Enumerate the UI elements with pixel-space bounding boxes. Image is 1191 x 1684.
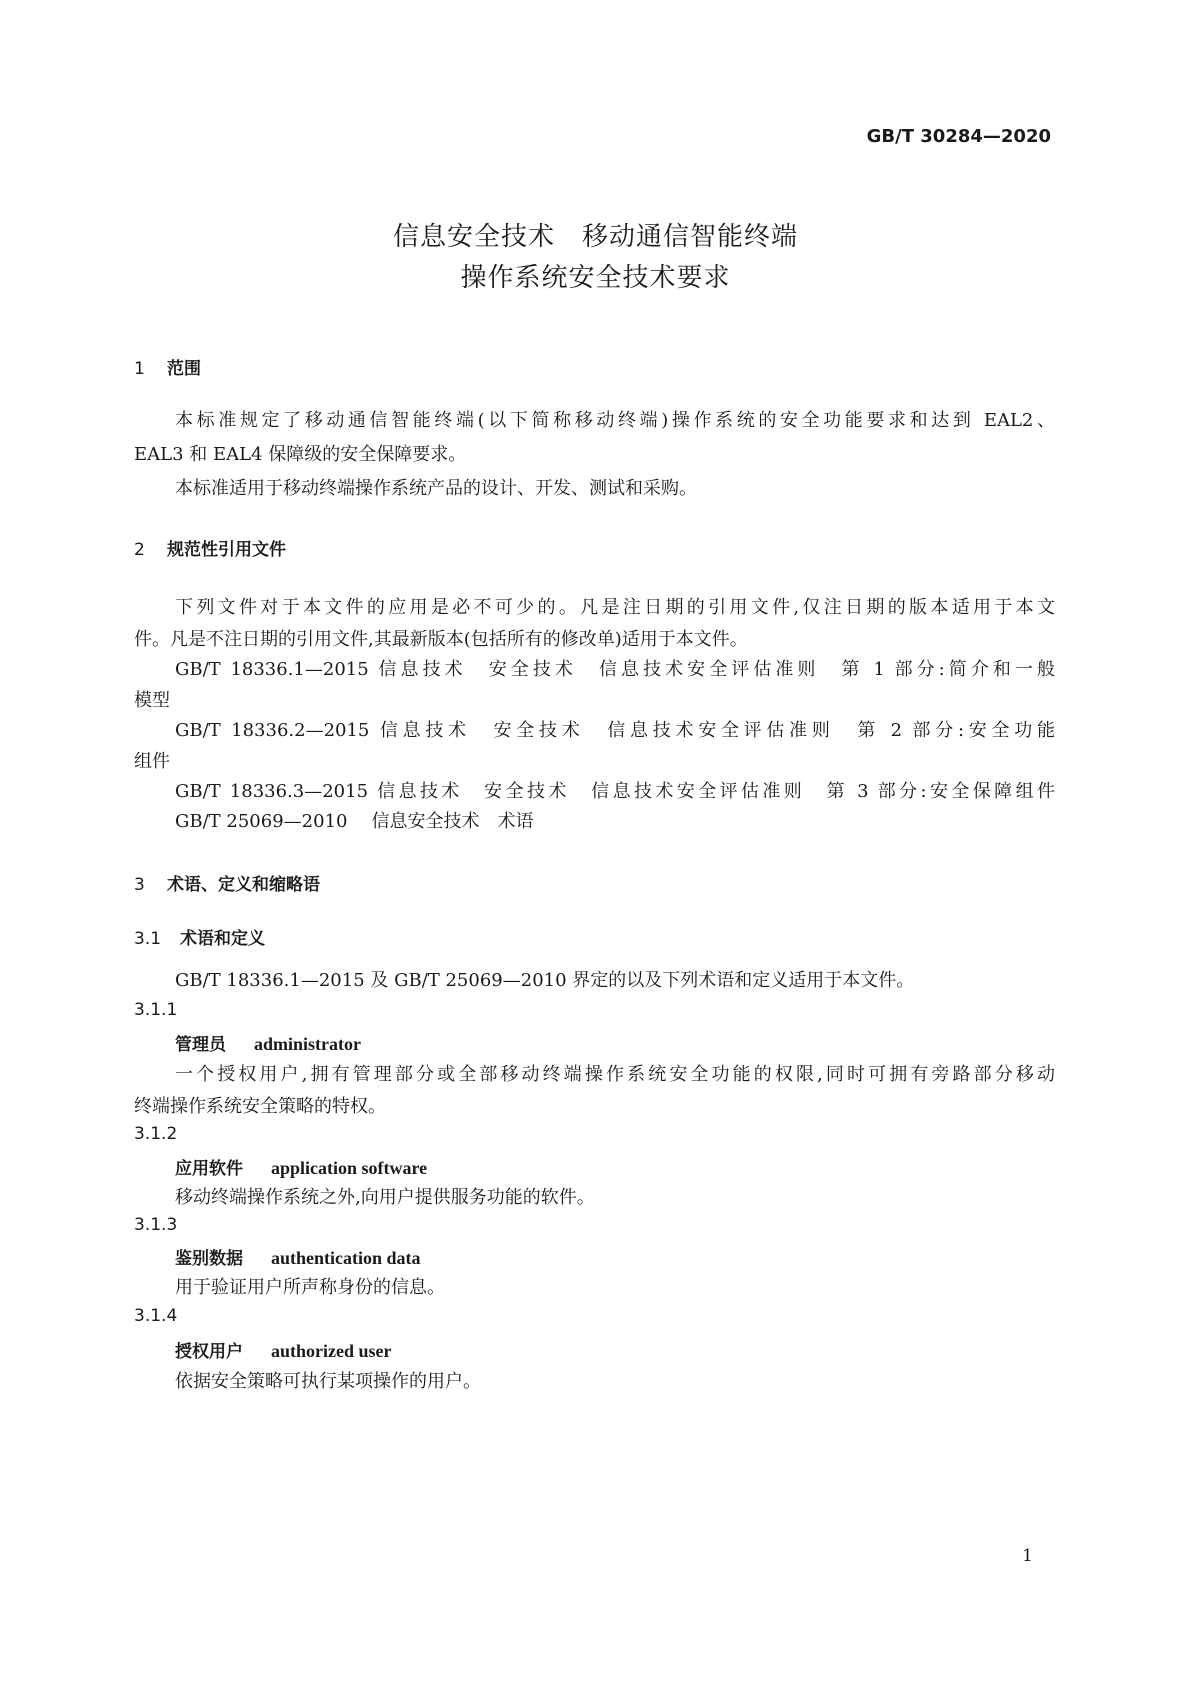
standard-code: GB/T 30284—2020	[866, 126, 1051, 147]
document-title-line-2: 操作系统安全技术要求	[460, 263, 731, 293]
term-number: 3.1.2	[134, 1124, 178, 1144]
section-number: 2	[134, 540, 145, 560]
section-number: 3	[134, 875, 145, 895]
term-definition-line-1: 一个授权用户,拥有管理部分或全部移动终端操作系统安全功能的权限,同时可拥有旁路部分移动	[175, 1064, 1055, 1085]
page-number: 1	[1022, 1546, 1033, 1566]
section-title: 规范性引用文件	[167, 540, 286, 560]
term-definition: 用于验证用户所声称身份的信息。	[175, 1277, 445, 1298]
reference-code: GB/T 18336.1—2015	[175, 659, 369, 680]
term-english: administrator	[254, 1034, 361, 1054]
section-title: 术语和定义	[180, 929, 265, 949]
term-number: 3.1.1	[134, 1000, 178, 1020]
term-application-software	[175, 1154, 427, 1179]
section-2-paragraph-line-2: 件。凡是不注日期的引用文件,其最新版本(包括所有的修改单)适用于本文件。	[134, 629, 748, 650]
reference-1	[175, 655, 1055, 681]
reference-code: GB/T 25069—2010	[175, 811, 348, 832]
reference-2	[175, 716, 1055, 742]
section-3-1-heading	[134, 924, 265, 949]
reference-1-continuation: 模型	[134, 690, 170, 711]
section-title: 范围	[167, 359, 201, 379]
term-definition-line-2: 终端操作系统安全策略的特权。	[134, 1096, 386, 1117]
reference-3	[175, 777, 1055, 803]
term-number: 3.1.4	[134, 1306, 178, 1326]
reference-code: GB/T 18336.2—2015	[175, 720, 370, 741]
term-english: authentication data	[271, 1248, 421, 1268]
term-administrator	[175, 1030, 361, 1055]
section-1-paragraph-1-line-2: EAL3 和 EAL4 保障级的安全保障要求。	[134, 444, 467, 465]
term-authentication-data	[175, 1244, 421, 1269]
term-number: 3.1.3	[134, 1215, 178, 1235]
term-definition: 移动终端操作系统之外,向用户提供服务功能的软件。	[175, 1187, 595, 1208]
reference-4	[175, 807, 533, 833]
reference-code: GB/T 18336.3—2015	[175, 781, 369, 802]
reference-title: 信息技术 安全技术 信息技术安全评估准则 第 2 部分:安全功能	[379, 720, 1055, 741]
term-english: authorized user	[271, 1341, 392, 1361]
section-number: 3.1	[134, 929, 162, 949]
section-1-paragraph-2: 本标准适用于移动终端操作系统产品的设计、开发、测试和采购。	[175, 478, 697, 499]
section-2-paragraph-line-1: 下列文件对于本文件的应用是必不可少的。凡是注日期的引用文件,仅注日期的版本适用于本文	[175, 597, 1055, 618]
section-1-heading	[134, 354, 201, 379]
section-number: 1	[134, 359, 145, 379]
reference-title: 信息技术 安全技术 信息技术安全评估准则 第 1 部分:简介和一般	[378, 659, 1055, 680]
document-title-line-1: 信息安全技术 移动通信智能终端	[392, 222, 798, 252]
reference-title: 信息安全技术 术语	[371, 811, 534, 832]
term-chinese: 鉴别数据	[175, 1249, 243, 1269]
term-authorized-user	[175, 1337, 392, 1362]
section-1-paragraph-1-line-1: 本标准规定了移动通信智能终端(以下简称移动终端)操作系统的安全功能要求和达到 EAL2、	[175, 410, 1055, 431]
section-title: 术语、定义和缩略语	[167, 875, 320, 895]
reference-2-continuation: 组件	[134, 751, 170, 772]
term-english: application software	[271, 1158, 428, 1178]
term-chinese: 管理员	[175, 1035, 226, 1055]
term-chinese: 应用软件	[175, 1159, 243, 1179]
reference-title: 信息技术 安全技术 信息技术安全评估准则 第 3 部分:安全保障组件	[377, 781, 1055, 802]
section-2-heading	[134, 535, 286, 560]
term-definition: 依据安全策略可执行某项操作的用户。	[175, 1371, 481, 1392]
term-chinese: 授权用户	[175, 1342, 243, 1362]
section-3-heading	[134, 870, 320, 895]
terms-intro: GB/T 18336.1—2015 及 GB/T 25069—2010 界定的以及下列术语和定义适用于本文件。	[175, 970, 915, 991]
